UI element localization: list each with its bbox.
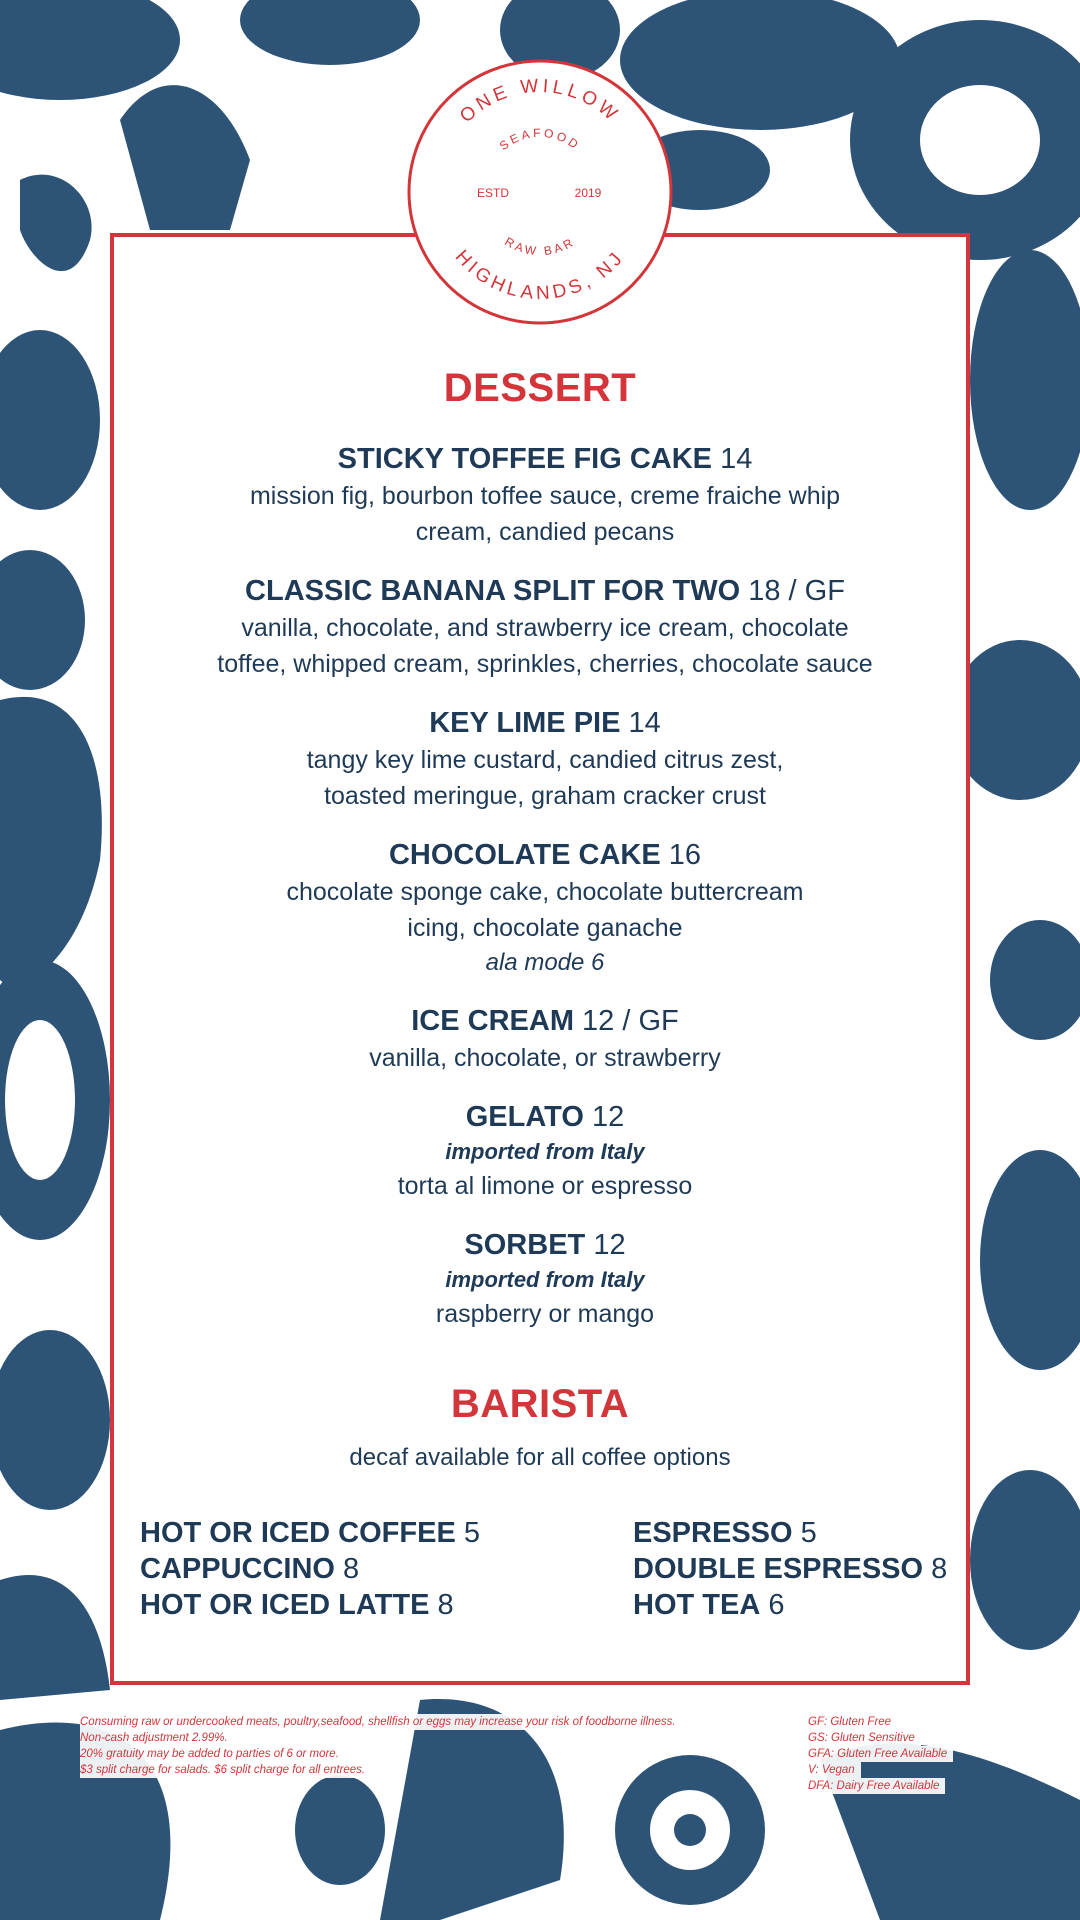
logo-top-text: ONE WILLOW bbox=[456, 75, 624, 128]
drink-price: 5 bbox=[463, 1517, 480, 1549]
item-desc: torta al limone or espresso bbox=[397, 1172, 693, 1200]
drink-name: HOT OR ICED LATTE bbox=[140, 1589, 430, 1621]
item-name: ICE CREAM bbox=[411, 1005, 574, 1037]
logo-sub-text: SEAFOOD bbox=[496, 125, 584, 154]
item-price: 12 bbox=[593, 1229, 626, 1261]
item-subnote: imported from Italy bbox=[445, 1267, 645, 1292]
dessert-item-ice-cream bbox=[150, 1002, 940, 1076]
drink-item bbox=[633, 1515, 947, 1551]
item-price: 12 / GF bbox=[582, 1005, 679, 1037]
item-desc: icing, chocolate ganache bbox=[407, 914, 683, 942]
item-desc: toasted meringue, graham cracker crust bbox=[324, 782, 766, 810]
drink-price: 8 bbox=[931, 1553, 948, 1585]
drink-name: HOT TEA bbox=[633, 1589, 761, 1621]
legend-item: GFA: Gluten Free Available bbox=[808, 1746, 953, 1762]
item-name: CLASSIC BANANA SPLIT FOR TWO bbox=[245, 575, 741, 607]
item-desc: cream, candied pecans bbox=[415, 518, 675, 546]
logo-year: 2019 bbox=[574, 186, 602, 200]
drink-item bbox=[633, 1587, 947, 1623]
drink-item bbox=[140, 1515, 480, 1551]
legend-item: GF: Gluten Free bbox=[808, 1714, 897, 1730]
dessert-item-gelato bbox=[150, 1098, 940, 1204]
logo-raw-bar: RAW BAR bbox=[502, 234, 578, 259]
one-willow-logo bbox=[405, 57, 675, 327]
footer-notices bbox=[80, 1714, 800, 1778]
dessert-item-banana-split bbox=[150, 572, 940, 682]
dessert-title: DESSERT bbox=[443, 366, 637, 410]
item-desc: tangy key lime custard, candied citrus zest, bbox=[306, 746, 784, 774]
item-name: GELATO bbox=[465, 1101, 584, 1133]
legend-item: V: Vegan bbox=[808, 1762, 861, 1778]
item-desc: mission fig, bourbon toffee sauce, creme fraiche whip bbox=[249, 482, 841, 510]
item-note: ala mode 6 bbox=[485, 949, 605, 976]
footer-notice: $3 split charge for salads. $6 split charge for all entrees. bbox=[80, 1762, 371, 1778]
barista-subtitle: decaf available for all coffee options bbox=[349, 1444, 731, 1471]
dessert-item-sorbet bbox=[150, 1226, 940, 1332]
item-price: 16 bbox=[668, 839, 702, 871]
item-subnote: imported from Italy bbox=[445, 1139, 645, 1164]
barista-right-column bbox=[633, 1515, 947, 1623]
drink-price: 8 bbox=[437, 1589, 454, 1621]
drink-price: 5 bbox=[800, 1517, 817, 1549]
legend-item: GS: Gluten Sensitive bbox=[808, 1730, 921, 1746]
item-desc: toffee, whipped cream, sprinkles, cherries, chocolate sauce bbox=[217, 650, 873, 678]
drink-item bbox=[140, 1551, 480, 1587]
item-desc: chocolate sponge cake, chocolate buttercream bbox=[286, 878, 804, 906]
logo-estd: ESTD bbox=[476, 186, 510, 200]
drink-name: ESPRESSO bbox=[633, 1517, 793, 1549]
logo-bottom-text: HIGHLANDS, NJ bbox=[450, 246, 630, 305]
dessert-item-sticky-toffee bbox=[150, 440, 940, 550]
item-price: 14 bbox=[720, 443, 753, 475]
legend-item: DFA: Dairy Free Available bbox=[808, 1778, 945, 1794]
item-desc: raspberry or mango bbox=[435, 1300, 655, 1328]
drink-item bbox=[633, 1551, 947, 1587]
item-price: 18 / GF bbox=[748, 575, 845, 607]
drink-item bbox=[140, 1587, 480, 1623]
barista-title: BARISTA bbox=[450, 1382, 630, 1426]
item-price: 12 bbox=[591, 1101, 625, 1133]
item-price: 14 bbox=[628, 707, 661, 739]
drink-name: CAPPUCCINO bbox=[140, 1553, 335, 1585]
dessert-item-chocolate-cake bbox=[150, 836, 940, 980]
footer-notice: Non-cash adjustment 2.99%. bbox=[80, 1730, 234, 1746]
item-name: KEY LIME PIE bbox=[429, 707, 621, 739]
drink-name: DOUBLE ESPRESSO bbox=[633, 1553, 924, 1585]
barista-left-column bbox=[140, 1515, 480, 1623]
item-desc: vanilla, chocolate, or strawberry bbox=[369, 1044, 721, 1072]
item-name: SORBET bbox=[464, 1229, 586, 1261]
dessert-list bbox=[150, 440, 940, 1354]
drink-price: 6 bbox=[768, 1589, 785, 1621]
footer-notice: 20% gratuity may be added to parties of 6 or more. bbox=[80, 1746, 345, 1762]
drink-name: HOT OR ICED COFFEE bbox=[140, 1517, 456, 1549]
item-name: STICKY TOFFEE FIG CAKE bbox=[337, 443, 713, 475]
footer-notice: Consuming raw or undercooked meats, poultry,seafood, shellfish or eggs may increase your risk of foodborne illness. bbox=[80, 1714, 682, 1730]
drink-price: 8 bbox=[343, 1553, 360, 1585]
item-name: CHOCOLATE CAKE bbox=[388, 839, 661, 871]
item-desc: vanilla, chocolate, and strawberry ice cream, chocolate bbox=[241, 614, 849, 642]
footer-legend bbox=[808, 1714, 978, 1794]
dessert-item-key-lime-pie bbox=[150, 704, 940, 814]
